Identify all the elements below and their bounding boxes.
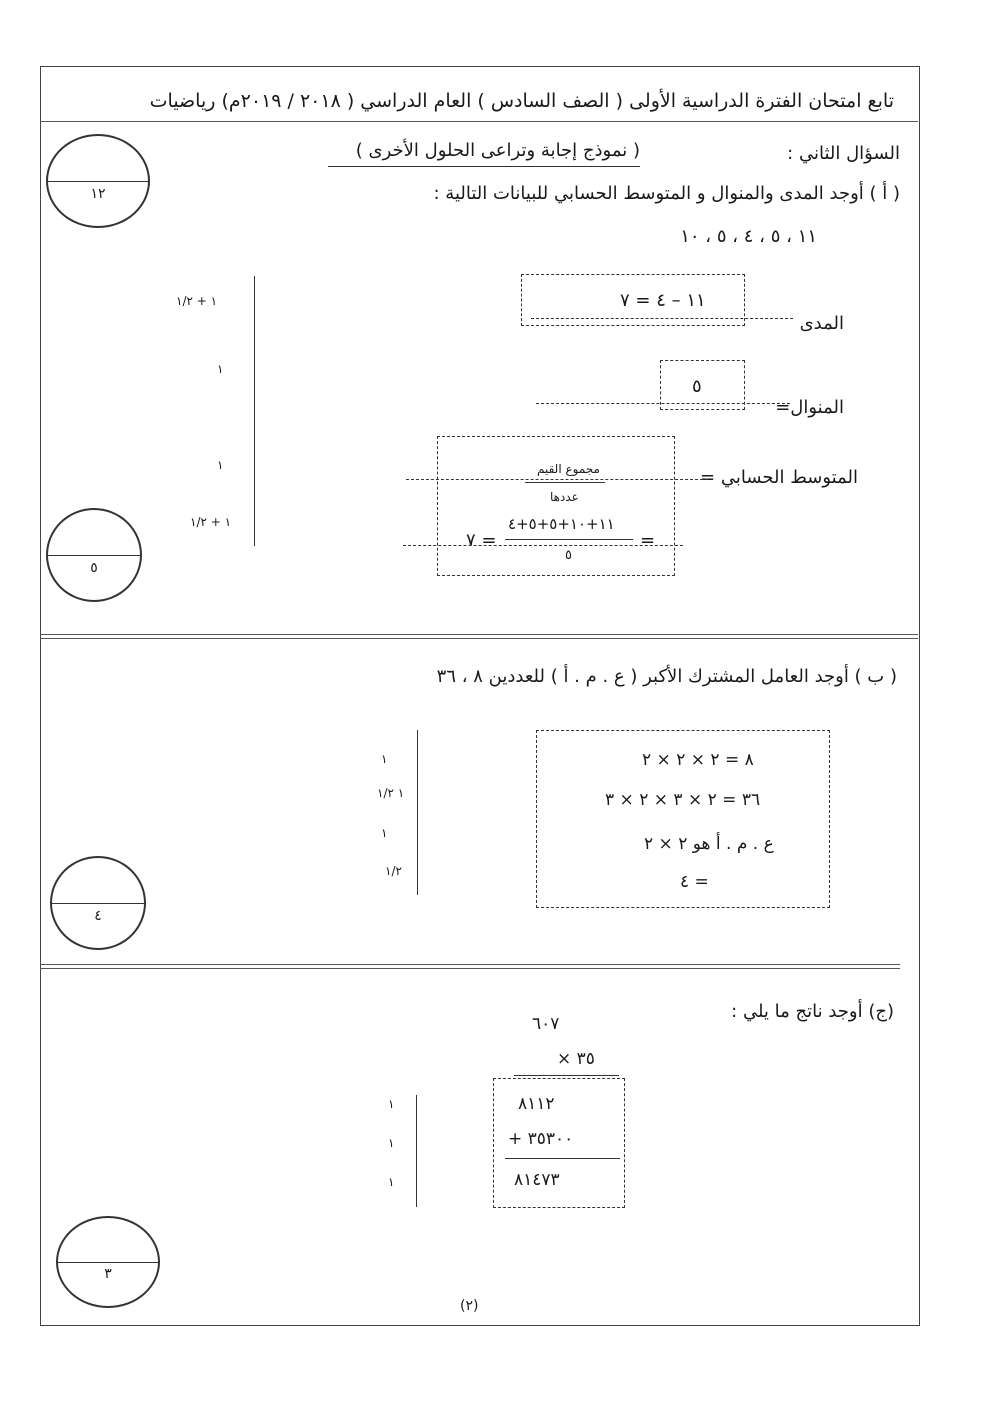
gcf-line-1: ٨ = ٢ × ٢ × ٢ (642, 750, 754, 770)
range-label: المدى (799, 313, 844, 334)
mark-mean-2: ١ + ١/٢ (190, 515, 232, 529)
section-divider-bc (40, 964, 900, 969)
marks-column-line-a (254, 276, 255, 546)
part-a-score: ٥ (90, 559, 98, 576)
partial-product-2: + ٣٥٣٠٠ (508, 1129, 574, 1149)
score-circle-c (56, 1216, 160, 1308)
mode-answer-line (536, 403, 790, 404)
mean-calc-bar (505, 539, 633, 540)
gcf-line-3: ع . م . أ هو ٢ × ٢ (644, 834, 774, 854)
score-circle-a (46, 508, 142, 602)
range-answer-line (531, 318, 793, 319)
mode-label: المنوال= (775, 397, 844, 418)
mode-answer: ٥ (692, 376, 702, 397)
mean-label: المتوسط الحسابي = (700, 467, 858, 488)
multiply-bar (514, 1075, 619, 1076)
section-divider-ab (40, 634, 918, 639)
part-b-prompt: ( ب ) أوجد العامل المشترك الأكبر ( ع . م . أ ) للعددين ٨ ، ٣٦ (436, 666, 897, 687)
partial-product-1: ٨١١٢ (518, 1094, 555, 1114)
mark-range: ١ + ١/٢ (176, 294, 218, 308)
mark-b-2: ١ ١/٢ (377, 786, 405, 800)
part-b-score: ٤ (94, 907, 102, 924)
multiplicand: ٦٠٧ (532, 1014, 560, 1034)
mean-answer-line-1 (406, 479, 708, 480)
part-c-prompt: (ج) أوجد ناتج ما يلي : (731, 1001, 894, 1022)
mean-equals: = (640, 530, 656, 551)
part-a-prompt: ( أ ) أوجد المدى والمنوال و المتوسط الحسابي للبيانات التالية : (433, 183, 900, 204)
mark-mean-1: ١ (217, 458, 224, 472)
mark-c-2: ١ (388, 1136, 395, 1150)
part-a-data: ١١ ، ٥ ، ٤ ، ٥ ، ١٠ (680, 226, 817, 247)
model-answer-note: ( نموذج إجابة وتراعى الحلول الأخرى ) (355, 140, 640, 161)
final-product: ٨١٤٧٣ (514, 1170, 560, 1190)
model-note-underline (328, 166, 640, 167)
mark-mode: ١ (217, 362, 224, 376)
exam-header-title: تابع امتحان الفترة الدراسية الأولى ( الصف السادس ) العام الدراسي ( ٢٠١٨ / ٢٠١٩م) رياضيات (149, 90, 894, 112)
page-number: (٢) (460, 1298, 479, 1314)
mark-b-1: ١ (381, 752, 388, 766)
marks-column-line-c (416, 1095, 417, 1207)
gcf-line-2: ٣٦ = ٢ × ٣ × ٢ × ٣ (605, 790, 761, 810)
mean-answer-line-2 (403, 545, 683, 546)
mean-calc-denominator: ٥ (565, 548, 572, 563)
mark-b-4: ١/٢ (385, 864, 402, 878)
mean-calc-numerator: ١١+١٠+٥+٥+٤ (508, 515, 615, 533)
multiplier: × ٣٥ (557, 1049, 595, 1069)
score-circle-b (50, 856, 146, 950)
score-circle-total (46, 134, 150, 228)
header-divider (40, 121, 918, 122)
gcf-line-4: = ٤ (680, 872, 709, 892)
mean-answer-box (437, 436, 675, 576)
mean-formula-bar (525, 482, 605, 483)
mark-c-1: ١ (388, 1097, 395, 1111)
mean-formula-denominator: عددها (550, 490, 579, 504)
mean-result: = ٧ (466, 530, 497, 551)
mark-b-3: ١ (381, 826, 388, 840)
total-score: ١٢ (90, 185, 106, 202)
marks-column-line-b (417, 730, 418, 895)
page-frame (40, 66, 920, 1326)
range-answer: ١١ – ٤ = ٧ (620, 290, 706, 311)
mean-formula-numerator: مجموع القيم (537, 462, 600, 476)
question-label: السؤال الثاني : (787, 143, 900, 164)
mark-c-3: ١ (388, 1175, 395, 1189)
part-c-score: ٣ (104, 1266, 112, 1283)
sum-bar (505, 1158, 620, 1159)
